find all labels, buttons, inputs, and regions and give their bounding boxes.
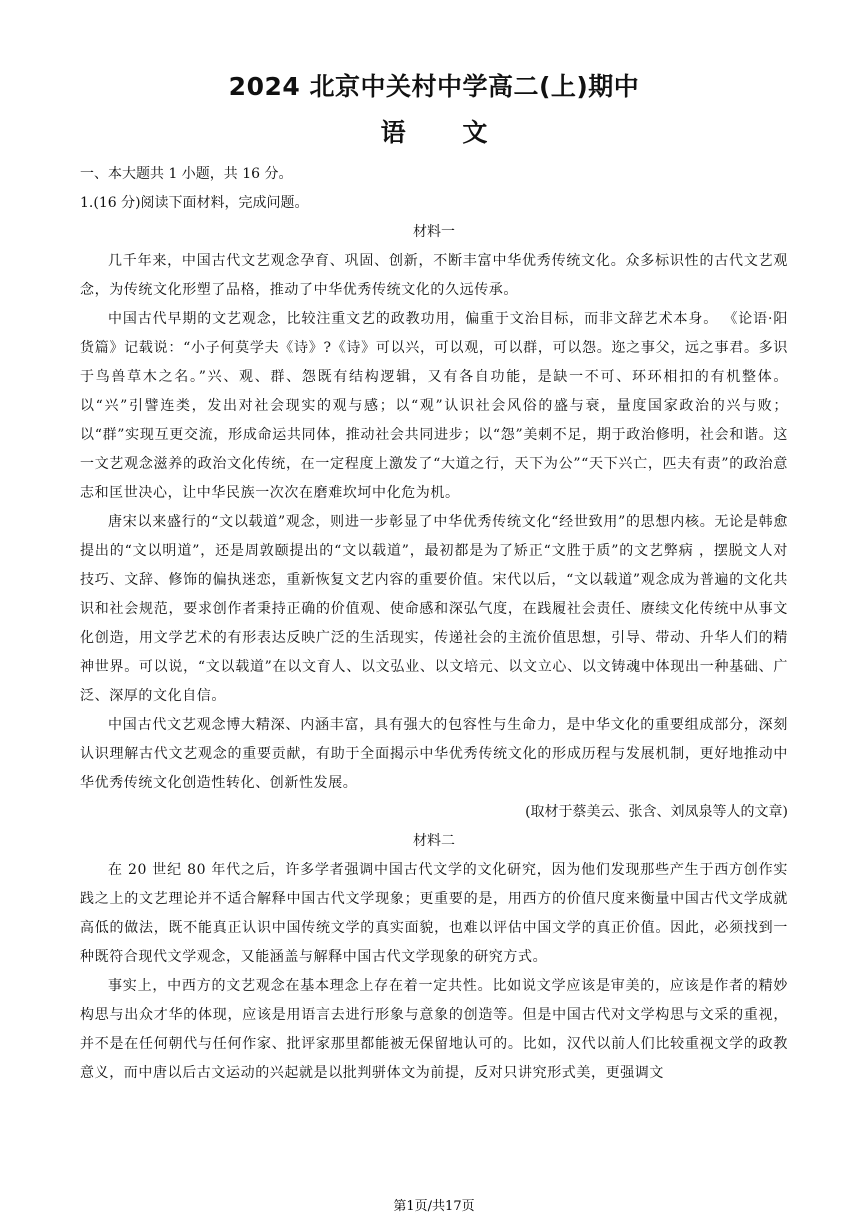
material-one-paragraph: 中国古代早期的文艺观念，比较注重文艺的政教功用，偏重于文治目标，而非文辞艺术本身。 《论语·阳货篇》记载说：“小子何莫学夫《诗》?《诗》可以兴，可以观，可以群，可以怨。迩之事父，远之事君。多识于鸟兽草木之名。”兴、观、群、怨既有结构逻辑，又有各自功能，是缺一不可、环环相扣的有机整体。以“兴”引譬连类，发出对社会现实的观与感；以“观”认识社会风俗的盛与衰，量度国家政治的兴与败；以“群”实现互更交流，形成命运共同体，推动社会共同进步；以“怨”美刺不足，期于政治修明，社会和谐。这一文艺观念滋养的政治文化传统，在一定程度上激发了“大道之行，天下为公”“天下兴亡，匹夫有责”的政治意志和匡世决心，让中华民族一次次在磨难坎坷中化危为机。 bbox=[80, 311, 788, 501]
material-one-label: 材料一 bbox=[413, 224, 455, 240]
material-one-paragraph: 几千年来，中国古代文艺观念孕育、巩固、创新，不断丰富中华优秀传统文化。众多标识性的古代文艺观念，为传统文化形塑了品格，推动了中华优秀传统文化的久远传承。 bbox=[80, 253, 788, 298]
section-heading: 一、本大题共 1 小题，共 16 分。 bbox=[80, 166, 293, 182]
material-one-paragraph: 中国古代文艺观念博大精深、内涵丰富，具有强大的包容性与生命力，是中华文化的重要组成部分，深刻认识理解古代文艺观念的重要贡献，有助于全面揭示中华优秀传统文化的形成历程与发展机制，更好地推动中华优秀传统文化创造性转化、创新性发展。 bbox=[80, 717, 788, 791]
subject-title: 语 文 bbox=[380, 118, 488, 147]
page-number: 第1页/共17页 bbox=[393, 1199, 475, 1214]
material-two-paragraph: 在 20 世纪 80 年代之后，许多学者强调中国古代文学的文化研究，因为他们发现那些产生于西方创作实践之上的文艺理论并不适合解释中国古代文学现象；更重要的是，用西方的价值尺度来衡量中国古代文学成就高低的做法，既不能真正认识中国传统文学的真实面貌，也难以评估中国文学的真正价值。因此，必须找到一种既符合现代文学观念，又能涵盖与解释中国古代文学现象的研究方式。 bbox=[80, 862, 788, 965]
material-one-source: (取材于蔡美云、张含、刘凤泉等人的文章) bbox=[525, 804, 788, 820]
material-two-paragraph: 事实上，中西方的文艺观念在基本理念上存在着一定共性。比如说文学应该是审美的，应该是作者的精妙构思与出众才华的体现，应该是用语言去进行形象与意象的创造等。但是中国古代对文学构思与文采的重视，并不是在任何朝代与任何作家、批评家那里都能被无保留地认可的。比如，汉代以前人们比较重视文学的政教意义，而中唐以后古文运动的兴起就是以批判骈体文为前提，反对只讲究形式美，更强调文 bbox=[80, 978, 788, 1081]
document-title: 2024 北京中关村中学高二(上)期中 bbox=[228, 72, 640, 101]
material-one-paragraph: 唐宋以来盛行的“文以载道”观念，则进一步彰显了中华优秀传统文化“经世致用”的思想内核。无论是韩愈提出的“文以明道”，还是周敦颐提出的“文以载道”，最初都是为了矫正“文胜于质”的文艺弊病 ，摆脱文人对技巧、文辞、修饰的偏执迷恋，重新恢复文艺内容的重要价值。宋代以后，“文以载道”观念成为普遍的文化共识和社会规范，要求创作者秉持正确的价值观、使命感和深弘气度，在践履社会责任、赓续文化传统中从事文化创造，用文学艺术的有形表达反映广泛的生活现实，传递社会的主流价值思想，引导、带动、升华人们的精神世界。可以说，“文以载道”在以文育人、以文弘业、以文培元、以文立心、以文铸魂中体现出一种基础、广泛、深厚的文化自信。 bbox=[80, 514, 788, 704]
material-two-label: 材料二 bbox=[413, 833, 455, 849]
question-prompt: 1.(16 分)阅读下面材料，完成问题。 bbox=[80, 195, 309, 211]
